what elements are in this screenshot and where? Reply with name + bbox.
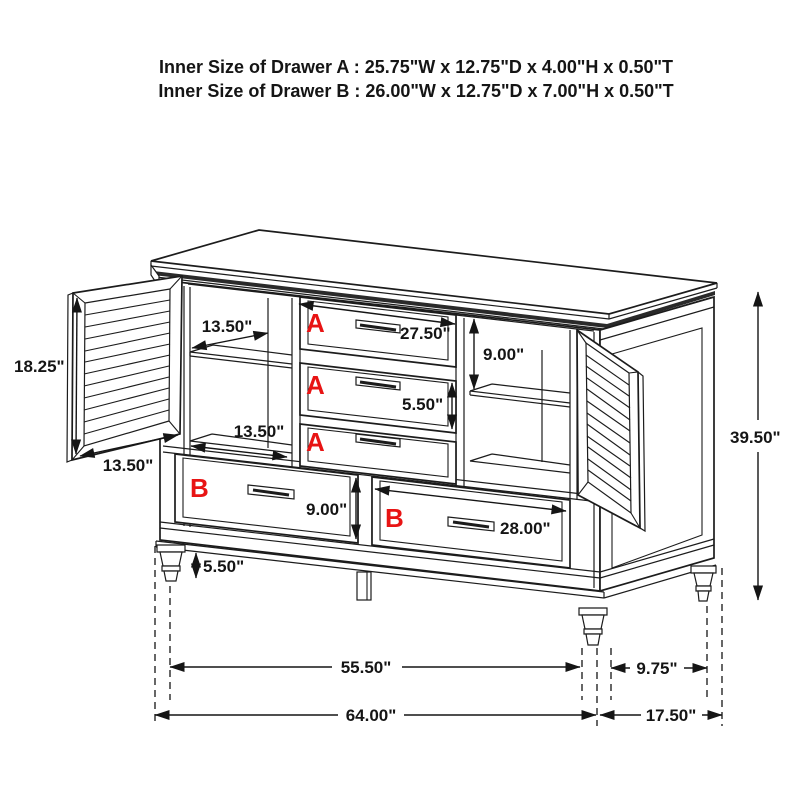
dim-overall-height: [730, 292, 781, 600]
dim-leg-height-label: 5.50": [203, 557, 245, 576]
center-support-leg: [357, 572, 371, 600]
dim-door-height-label: 18.25": [14, 357, 65, 376]
dim-door-width-label: 13.50": [102, 456, 154, 475]
dim-drawer-b-width-label: 28.00": [500, 519, 551, 538]
dim-front-leg-span-label: 55.50": [340, 658, 392, 677]
dim-overall-width-label: 64.00": [345, 706, 397, 725]
dim-left-compartment-width-label: 13.50": [233, 422, 285, 441]
front-right-leg: [579, 608, 607, 645]
dim-overall-depth: [600, 706, 722, 725]
dim-right-shelf-height-label: 9.00": [483, 345, 525, 364]
title-block: [158, 57, 673, 101]
dim-front-leg-span: [170, 658, 580, 677]
title-drawer-a: Inner Size of Drawer A : 25.75"W x 12.75"D x 4.00"H x 0.50"T: [158, 57, 674, 77]
back-right-leg: [691, 566, 716, 601]
dim-drawer-b-face-height-label: 9.00": [306, 500, 348, 519]
title-drawer-b: Inner Size of Drawer B : 26.00"W x 12.75"D x 7.00"H x 0.50"T: [158, 81, 674, 101]
dim-drawer-a-face-height-label: 5.50": [402, 395, 444, 414]
dim-overall-depth-label: 17.50": [645, 706, 697, 725]
drawer-a3-label: A: [306, 427, 325, 457]
drawer-b2-label: B: [385, 503, 404, 533]
dim-leg-height: [196, 553, 244, 578]
drawer-b1-label: B: [190, 473, 209, 503]
dim-drawer-a-width-label: 27.50": [400, 324, 451, 343]
left-door: [67, 276, 182, 462]
dim-side-leg-span-label: 9.75": [636, 659, 678, 678]
drawer-a1-label: A: [306, 308, 325, 338]
front-left-leg: [157, 545, 185, 581]
dim-overall-height-label: 39.50": [730, 428, 781, 447]
drawer-a2-label: A: [306, 370, 325, 400]
dim-left-shelf-depth-label: 13.50": [201, 317, 253, 336]
dim-side-leg-span: [611, 659, 707, 678]
dim-overall-width: [155, 706, 596, 725]
